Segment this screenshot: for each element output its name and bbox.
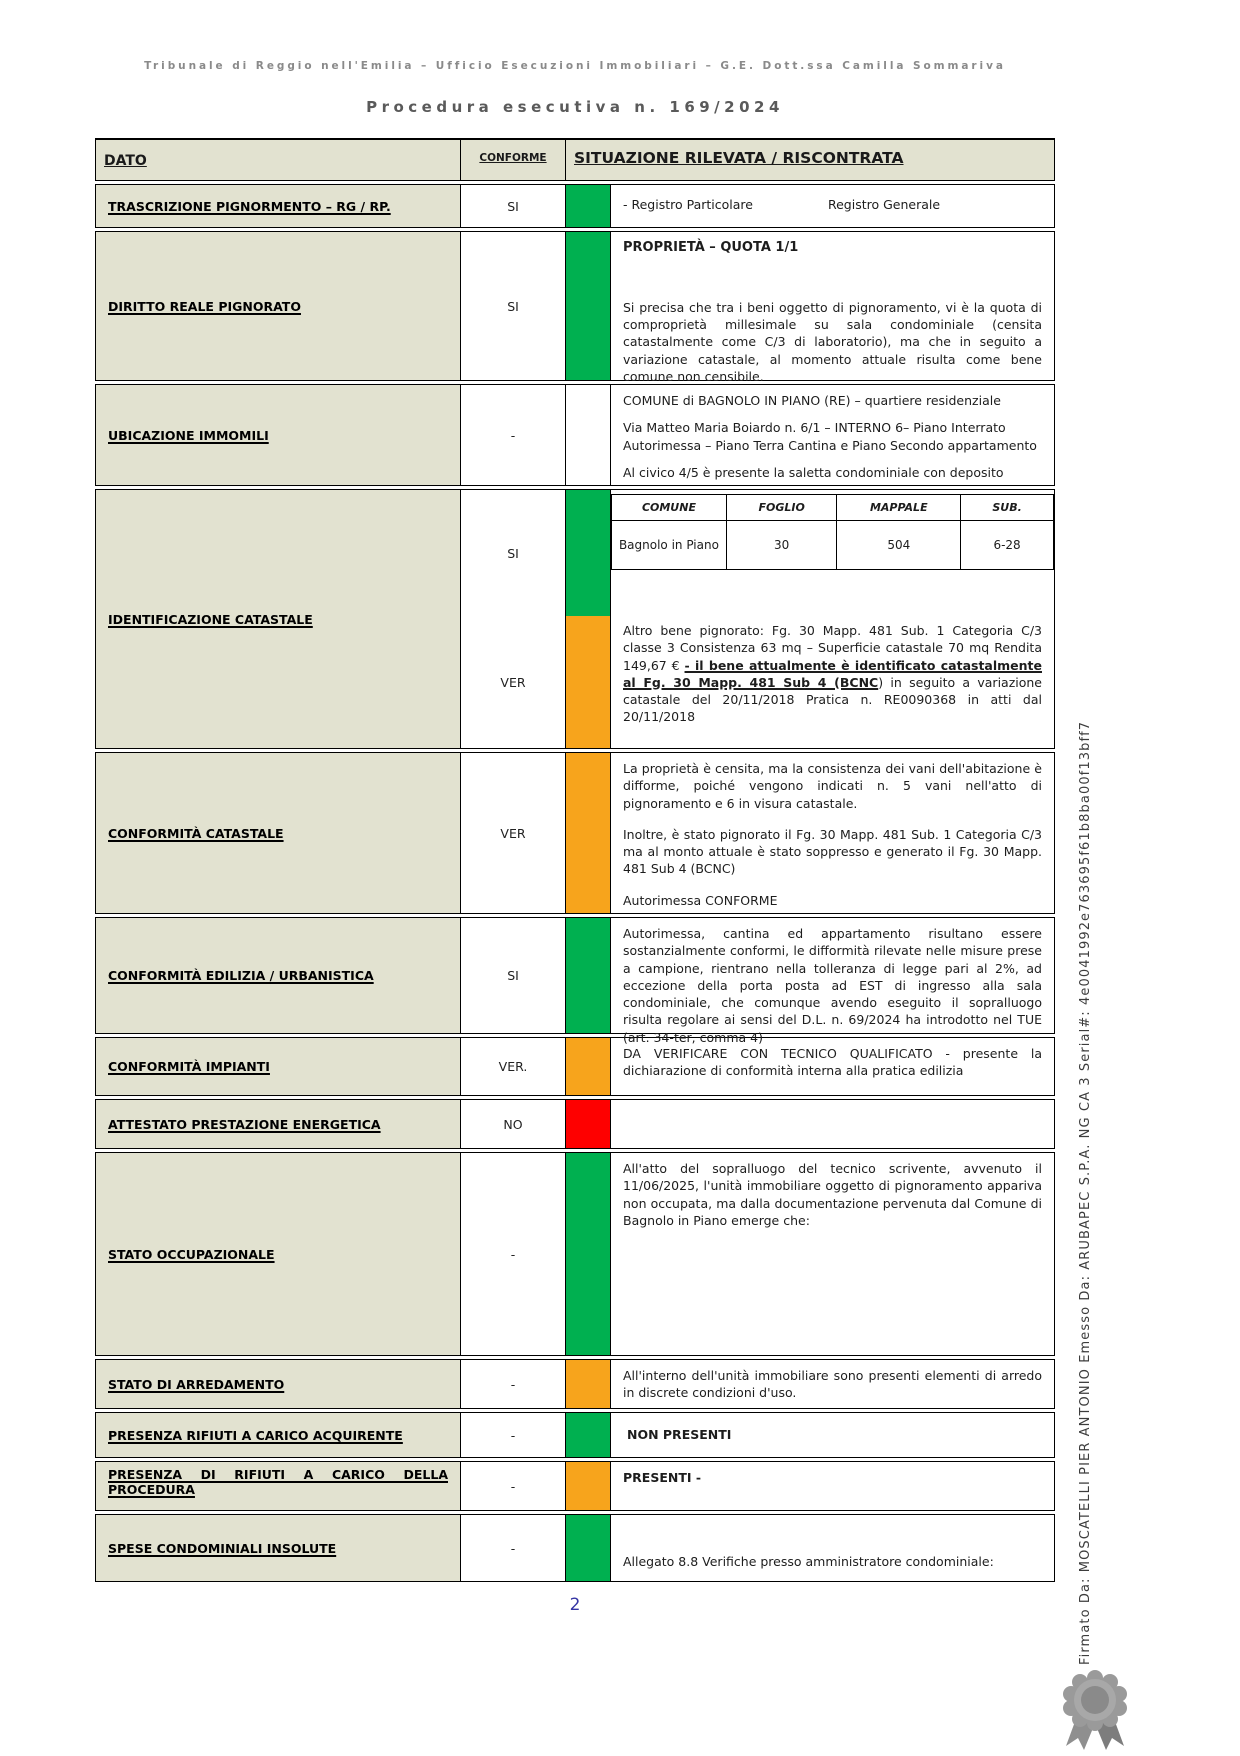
status-strip-orange <box>566 616 610 748</box>
conforme-value: SI <box>461 918 566 1033</box>
status-strip-green <box>566 918 611 1033</box>
table-row <box>95 489 1055 749</box>
situazione-text: Autorimessa CONFORME <box>623 892 778 908</box>
dato-label: ATTESTATO PRESTAZIONE ENERGETICA <box>108 1116 381 1132</box>
conforme-value: - <box>461 1413 566 1457</box>
catasto-cell: 504 <box>837 521 961 570</box>
status-strip-green <box>566 1515 611 1581</box>
situazione-text: ) in seguito a variazione catastale del 20/11/2018 Pratica n. RE0090368 in atti dal 20/11/2018 <box>623 674 1042 725</box>
conforme-value: VER <box>461 753 566 913</box>
situazione-text: Via Matteo Maria Boiardo n. 6/1 – INTERNO 6– Piano Interrato Autorimessa – Piano Terra Cantina e Piano Secondo appartamento <box>623 420 1037 453</box>
table-row <box>95 1099 1055 1149</box>
digital-signature-text: Firmato Da: MOSCATELLI PIER ANTONIO Emesso Da: ARUBAPEC S.P.A. NG CA 3 Serial#: 4e0041992e763695f61b8ba00f13bff7 <box>1078 720 1093 1665</box>
table-row <box>95 184 1055 228</box>
conforme-value: - <box>461 1515 566 1581</box>
document-page <box>95 0 1055 1615</box>
table-row <box>95 917 1055 1045</box>
registro-generale: Registro Generale <box>827 197 941 212</box>
conforme-value: SI <box>507 545 519 561</box>
catasto-cell: Bagnolo in Piano <box>612 521 727 570</box>
table-header-row <box>95 138 1055 181</box>
status-strip-orange <box>566 1038 611 1095</box>
table-row <box>95 1412 1055 1458</box>
status-strip-orange <box>566 753 611 913</box>
status-strip-orange <box>566 1462 611 1510</box>
conforme-value: SI <box>461 232 566 380</box>
situazione-text: Autorimessa, cantina ed appartamento risultano essere sostanzialmente conformi, le difformità rilevate nelle misure prese a campione, rientrano nella tolleranza di legge pari al 2%, ad eccezione della porta posta ad EST di ingresso alla sala condominiale, che comunque avendo eseguito il sopralluogo risulta regolare ai sensi del D.L. n. 69/2024 ha introdotto nel TUE (art. 34-ter, comma 4) <box>623 926 1042 1045</box>
situazione-text: NON PRESENTI <box>627 1427 732 1443</box>
situazione-text: Si precisa che tra i beni oggetto di pignoramento, vi è la quota di comproprietà millesimale su sala condominiale (censita catastalmente come C/3 di laboratorio), ma che in seguito a variazione catastale, al momento attuale risulta come bene comune non censibile. <box>623 299 1042 384</box>
dato-label: TRASCRIZIONE PIGNORMENTO – RG / RP. <box>108 198 391 214</box>
procedure-title: Procedura esecutiva n. 169/2024 <box>366 98 784 116</box>
situazione-text: Al civico 4/5 è presente la saletta condominiale con deposito <box>623 464 1004 480</box>
conforme-value: NO <box>461 1100 566 1148</box>
status-strip-green <box>566 232 611 380</box>
table-row <box>95 752 1055 914</box>
situazione-text: COMUNE di BAGNOLO IN PIANO (RE) – quartiere residenziale <box>623 393 1001 408</box>
signature-seal-icon <box>1052 1664 1138 1756</box>
catasto-header: SUB. <box>961 495 1054 521</box>
conforme-value: SI <box>461 185 566 227</box>
table-row <box>95 1152 1055 1356</box>
col-header-dato-label: DATO <box>104 153 147 169</box>
situazione-text: Altro bene pignorato: Fg. 30 Mapp. 481 Sub. 1 Categoria C/3 classe 3 Consistenza 63 mq – Superficie catastale 70 mq Rendita 149,67 € <box>623 623 1042 673</box>
catasto-cell: 6-28 <box>961 521 1054 570</box>
status-strip-green <box>566 1153 611 1355</box>
status-strip-orange <box>566 1360 611 1408</box>
dato-label: DIRITTO REALE PIGNORATO <box>108 298 301 314</box>
table-row <box>95 231 1055 384</box>
col-header-conforme-label: CONFORME <box>479 152 547 164</box>
table-row <box>95 1037 1055 1096</box>
conforme-value: - <box>461 1153 566 1355</box>
conforme-value: VER <box>500 674 526 690</box>
col-header-situazione-label: SITUAZIONE RILEVATA / RISCONTRATA <box>574 149 904 167</box>
conforme-value: VER. <box>461 1038 566 1095</box>
situazione-text: All'atto del sopralluogo del tecnico scrivente, avvenuto il 11/06/2025, l'unità immobiliare oggetto di pignoramento appariva non occupata, ma dalla documentazione pervenuta dal Comune di Bagnolo in Piano emerge che: <box>623 1161 1042 1228</box>
conforme-value: - <box>461 385 566 485</box>
dato-label: PRESENZA RIFIUTI A CARICO ACQUIRENTE <box>108 1427 403 1443</box>
table-row <box>95 384 1055 486</box>
situazione-text: PRESENTI - <box>623 1470 702 1485</box>
catasto-cell: 30 <box>726 521 837 570</box>
table-row <box>95 1359 1055 1409</box>
table-row <box>95 1461 1055 1511</box>
col-header-situazione <box>566 140 1054 180</box>
status-strip-green <box>566 1413 611 1457</box>
col-header-conforme <box>461 140 566 180</box>
status-strip-red <box>566 1100 611 1148</box>
dato-label: CONFORMITÀ IMPIANTI <box>108 1059 270 1074</box>
status-strip-green <box>566 490 610 616</box>
situazione-text-emphasis: - il bene attualmente è identificato catastalmente al Fg. 30 Mapp. 481 Sub 4 (BCNC <box>623 657 1042 690</box>
situazione-title: PROPRIETÀ – QUOTA 1/1 <box>623 240 799 255</box>
dato-label: CONFORMITÀ EDILIZIA / URBANISTICA <box>108 968 374 983</box>
page-number: 2 <box>569 1595 581 1615</box>
dato-label: IDENTIFICAZIONE CATASTALE <box>108 611 313 627</box>
catasto-table <box>611 494 1054 570</box>
status-strip-none <box>566 385 611 485</box>
situazione-text: Allegato 8.8 Verifiche presso amministratore condominiale: <box>623 1553 994 1569</box>
dato-label: STATO DI ARREDAMENTO <box>108 1376 285 1392</box>
dato-label: STATO OCCUPAZIONALE <box>108 1246 275 1262</box>
dato-label: SPESE CONDOMINIALI INSOLUTE <box>108 1540 337 1556</box>
situazione-text: Inoltre, è stato pignorato il Fg. 30 Mapp. 481 Sub. 1 Categoria C/3 ma al monto attuale è stato soppresso e generato il Fg. 30 Mapp. 481 Sub 4 (BCNC) <box>623 826 1042 877</box>
col-header-dato <box>96 140 461 180</box>
situazione-text: All'interno dell'unità immobiliare sono presenti elementi di arredo in discrete condizioni d'uso. <box>623 1368 1042 1401</box>
dato-label: UBICAZIONE IMMOMILI <box>108 427 269 443</box>
conformity-table <box>95 138 1055 1582</box>
catasto-header: COMUNE <box>612 495 727 521</box>
catasto-header: MAPPALE <box>837 495 961 521</box>
dato-label: PRESENZA DI RIFIUTI A CARICO DELLA PROCEDURA <box>108 1467 448 1497</box>
conforme-value: - <box>461 1360 566 1408</box>
dato-label: CONFORMITÀ CATASTALE <box>108 825 284 841</box>
situazione-text: La proprietà è censita, ma la consistenza dei vani dell'abitazione è difforme, poiché vengono indicati n. 5 vani nell'atto di pignoramento e 6 in visura catastale. <box>623 761 1042 811</box>
conforme-value: - <box>461 1462 566 1510</box>
court-header: Tribunale di Reggio nell'Emilia – Ufficio Esecuzioni Immobiliari – G.E. Dott.ssa Camilla Sommariva <box>144 60 1006 72</box>
status-strip-green <box>566 185 611 227</box>
table-row <box>95 1514 1055 1582</box>
catasto-header: FOGLIO <box>726 495 837 521</box>
situazione-text: DA VERIFICARE CON TECNICO QUALIFICATO - presente la dichiarazione di conformità interna alla pratica edilizia <box>623 1046 1042 1079</box>
registro-particolare: - Registro Particolare <box>623 197 753 212</box>
